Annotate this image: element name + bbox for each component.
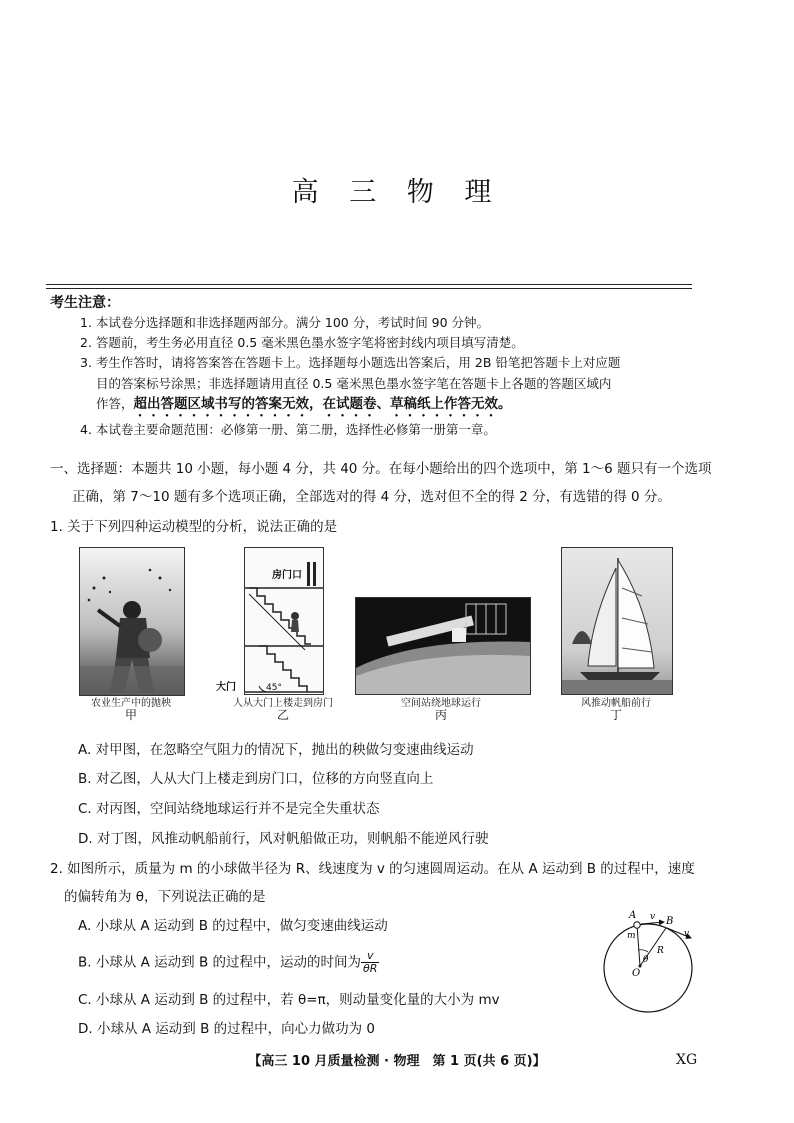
option-text: B. 小球从 A 运动到 B 的过程中，运动的时间为 bbox=[78, 954, 362, 971]
section-instruction: 一、选择题：本题共 10 小题，每小题 4 分，共 40 分。在每小题给出的四个选项中，第 1～6 题只有一个选项 bbox=[50, 461, 712, 477]
figure-label: 甲 bbox=[124, 708, 137, 722]
notice-heading: 考生注意： bbox=[50, 295, 120, 311]
figure-caption: 风推动帆船前行 bbox=[581, 698, 651, 709]
notice-item: 作答， bbox=[96, 396, 134, 411]
label-m: m bbox=[627, 931, 636, 941]
label-o: O bbox=[632, 968, 641, 979]
page-footer: 【高三 10 月质量检测 · 物理 第 1 页(共 6 页)】 bbox=[248, 1054, 546, 1069]
photo-space-station bbox=[355, 597, 531, 695]
question-2-option-c: C. 小球从 A 运动到 B 的过程中，若 θ=π，则动量变化量的大小为 mv bbox=[78, 992, 500, 1008]
label-r: R bbox=[657, 946, 664, 956]
fraction-numerator: v bbox=[361, 950, 379, 963]
section-instruction: 正确，第 7～10 题有多个选项正确，全部选对的得 4 分，选对但不全的得 2 分，有选错的得 0 分。 bbox=[72, 489, 671, 505]
notice-item-with-emphasis bbox=[96, 394, 512, 420]
figure-label: 丁 bbox=[609, 708, 622, 722]
notice-item: 3. 考生作答时，请将答案答在答题卡上。选择题每小题选出答案后，用 2B 铅笔把答题卡上对应题 bbox=[80, 355, 621, 370]
notice-item: 4. 本试卷主要命题范围：必修第一册、第二册，选择性必修第一册第一章。 bbox=[80, 422, 496, 437]
photo-rice-throwing bbox=[79, 547, 185, 696]
label-a: A bbox=[629, 910, 637, 921]
figure-label: 乙 bbox=[276, 708, 289, 722]
divider bbox=[46, 288, 692, 289]
question-1-option-d: D. 对丁图，风推动帆船前行，风对帆船做正功，则帆船不能逆风行驶 bbox=[78, 831, 489, 847]
radius-line bbox=[637, 925, 640, 966]
divider bbox=[46, 284, 692, 285]
notice-item: 2. 答题前，考生务必用直径 0.5 毫米黑色墨水签字笔将密封线内项目填写清楚。 bbox=[80, 335, 524, 350]
question-1-option-b: B. 对乙图，人从大门上楼走到房门口，位移的方向竖直向上 bbox=[78, 771, 434, 787]
label-b: B bbox=[666, 916, 674, 927]
space-station-image bbox=[356, 598, 530, 694]
paper-code: XG bbox=[676, 1052, 698, 1068]
notice-item: 目的答案标号涂黑；非选择题请用直径 0.5 毫米黑色墨水签字笔在答题卡上各题的答题区域内 bbox=[96, 376, 612, 391]
question-1-option-a: A. 对甲图，在忽略空气阻力的情况下，抛出的秧做匀变速曲线运动 bbox=[78, 742, 474, 758]
notice-emphasis: 超出答题区域书写的答案无效，在试题卷、草稿纸上作答无效。 bbox=[133, 396, 512, 412]
notice-item: 1. 本试卷分选择题和非选择题两部分。满分 100 分，考试时间 90 分钟。 bbox=[80, 315, 490, 330]
farmer-figure bbox=[80, 548, 184, 695]
question-2-option-a: A. 小球从 A 运动到 B 的过程中，做匀变速曲线运动 bbox=[78, 918, 388, 934]
page-title: 高 三 物 理 bbox=[291, 177, 503, 208]
figure-caption: 人从大门上楼走到房门 bbox=[233, 698, 333, 709]
question-1-option-c: C. 对丙图，空间站绕地球运行并不是完全失重状态 bbox=[78, 801, 380, 817]
label-main-door: 大门 bbox=[216, 682, 236, 693]
question-2-option-d: D. 小球从 A 运动到 B 的过程中，向心力做功为 0 bbox=[78, 1021, 376, 1037]
label-angle: 45° bbox=[266, 683, 282, 693]
label-theta: θ bbox=[643, 955, 649, 965]
question-2-stem: 2. 如图所示，质量为 m 的小球做半径为 R、线速度为 v 的匀速圆周运动。在从 A 运动到 B 的过程中，速度 bbox=[50, 861, 695, 877]
label-v: v bbox=[650, 912, 656, 922]
fraction bbox=[361, 950, 379, 975]
circular-motion-diagram bbox=[596, 906, 706, 1016]
fraction-denominator: θR bbox=[363, 962, 378, 975]
label-room-door: 房门口 bbox=[272, 570, 302, 581]
figure-caption: 空间站绕地球运行 bbox=[401, 698, 481, 709]
ball bbox=[634, 922, 640, 928]
circle-path bbox=[604, 924, 692, 1012]
figure-caption: 农业生产中的抛秧 bbox=[91, 698, 171, 709]
label-v: v bbox=[684, 929, 690, 939]
question-1-stem: 1. 关于下列四种运动模型的分析，说法正确的是 bbox=[50, 519, 338, 535]
figure-label: 丙 bbox=[434, 708, 447, 722]
sailboat-image bbox=[562, 548, 672, 694]
question-2-stem: 的偏转角为 θ，下列说法正确的是 bbox=[64, 889, 266, 905]
question-2-option-b bbox=[78, 950, 379, 975]
photo-sailboat bbox=[561, 547, 673, 695]
